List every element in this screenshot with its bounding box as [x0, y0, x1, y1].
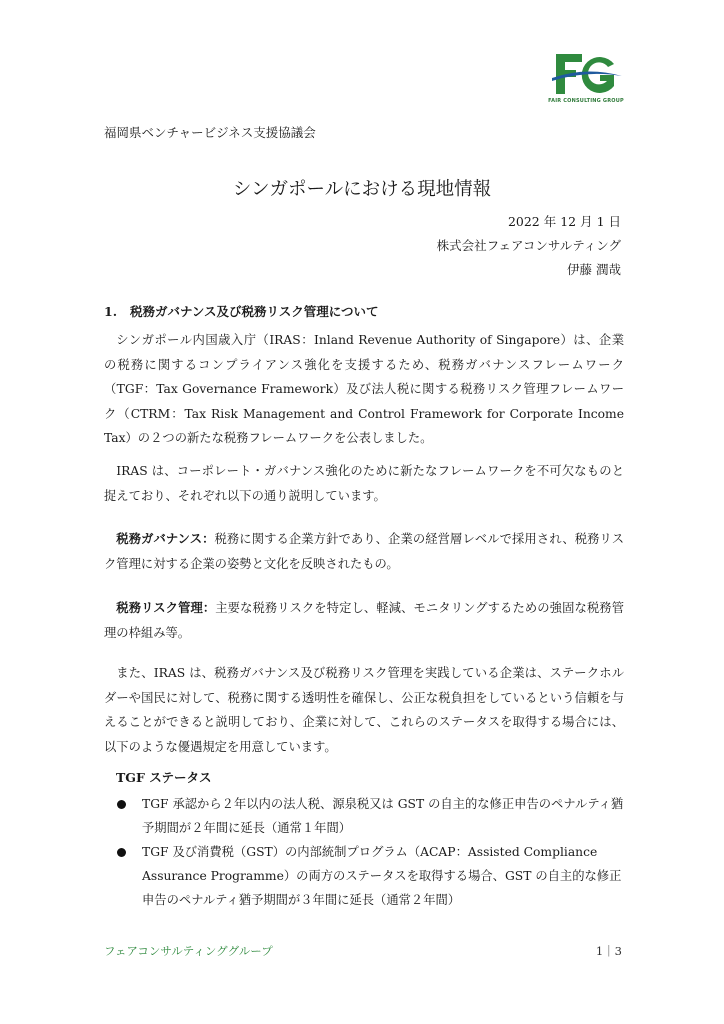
- section-heading: [104, 302, 379, 320]
- section-number: 1.: [104, 304, 118, 319]
- document-date: 2022 年 12 月 1 日: [507, 214, 621, 229]
- bullet-list: [104, 792, 624, 912]
- fg-logo-icon: [548, 50, 624, 100]
- organization-name: 福岡県ベンチャービジネス支援協議会: [104, 125, 316, 140]
- company-name: 株式会社フェアコンサルティング: [436, 238, 621, 253]
- tax-risk-text: 主要な税務リスクを特定し、軽減、モニタリングするための強固な税務管理の枠組み等。: [104, 601, 624, 640]
- footer-brand: フェアコンサルティンググループ: [104, 944, 273, 958]
- tgf-status-heading: TGF ステータス: [116, 770, 212, 785]
- page-number: 1｜3: [595, 944, 622, 958]
- document-title: シンガポールにおける現地情報: [232, 179, 492, 200]
- bullet-icon: [117, 848, 126, 857]
- paragraph-tax-risk: [104, 596, 624, 645]
- list-item: TGF 及び消費税（GST）の内部統制プログラム（ACAP：Assisted Compliance Assurance Programme）の両方のステータスを取得する場合、GST の自主的な修正申告のペナルティ猶予期間が３年間に延長（通常２年間）: [104, 840, 624, 912]
- paragraph-5: また、IRAS は、税務ガバナンス及び税務リスク管理を実践している企業は、ステークホルダーや国民に対して、税務に関する透明性を確保し、公正な税負担をしているという信頼を与えることができると説明しており、企業に対して、これらのステータスを取得する場合には、以下のような優遇規定を用意しています。: [104, 666, 624, 754]
- tax-governance-label: 税務ガバナンス：: [116, 531, 215, 546]
- list-item: TGF 承認から２年以内の法人税、源泉税又は GST の自主的な修正申告のペナルティ猶予期間が２年間に延長（通常１年間）: [104, 792, 624, 840]
- tax-risk-label: 税務リスク管理：: [116, 600, 216, 615]
- section-title: 税務ガバナンス及び税務リスク管理について: [130, 304, 379, 319]
- paragraph-2: IRAS は、コーポレート・ガバナンス強化のために新たなフレームワークを不可欠なものと捉えており、それぞれ以下の通り説明しています。: [104, 464, 624, 503]
- author-name: 伊藤 潤哉: [567, 262, 621, 277]
- paragraph-1: シンガポール内国歳入庁（IRAS：Inland Revenue Authority of Singapore）は、企業の税務に関するコンプライアンス強化を支援するため、税務ガバナンスフレームワーク（TGF：Tax Governance Framework）及び法人税に関する税務リスク管理フレームワーク（CTRM：Tax Risk Management and Control Framework for Corporate Income Tax）の２つの新たな税務フレームワークを公表しました。: [104, 333, 624, 445]
- tax-governance-text: 税務に関する企業方針であり、企業の経営層レベルで採用され、税務リスク管理に対する企業の姿勢と文化を反映されたもの。: [104, 532, 624, 571]
- bullet-icon: [117, 800, 126, 809]
- logo-caption: FAIR CONSULTING GROUP: [548, 98, 624, 104]
- paragraph-tax-governance: [104, 527, 624, 576]
- document-meta: [437, 210, 621, 282]
